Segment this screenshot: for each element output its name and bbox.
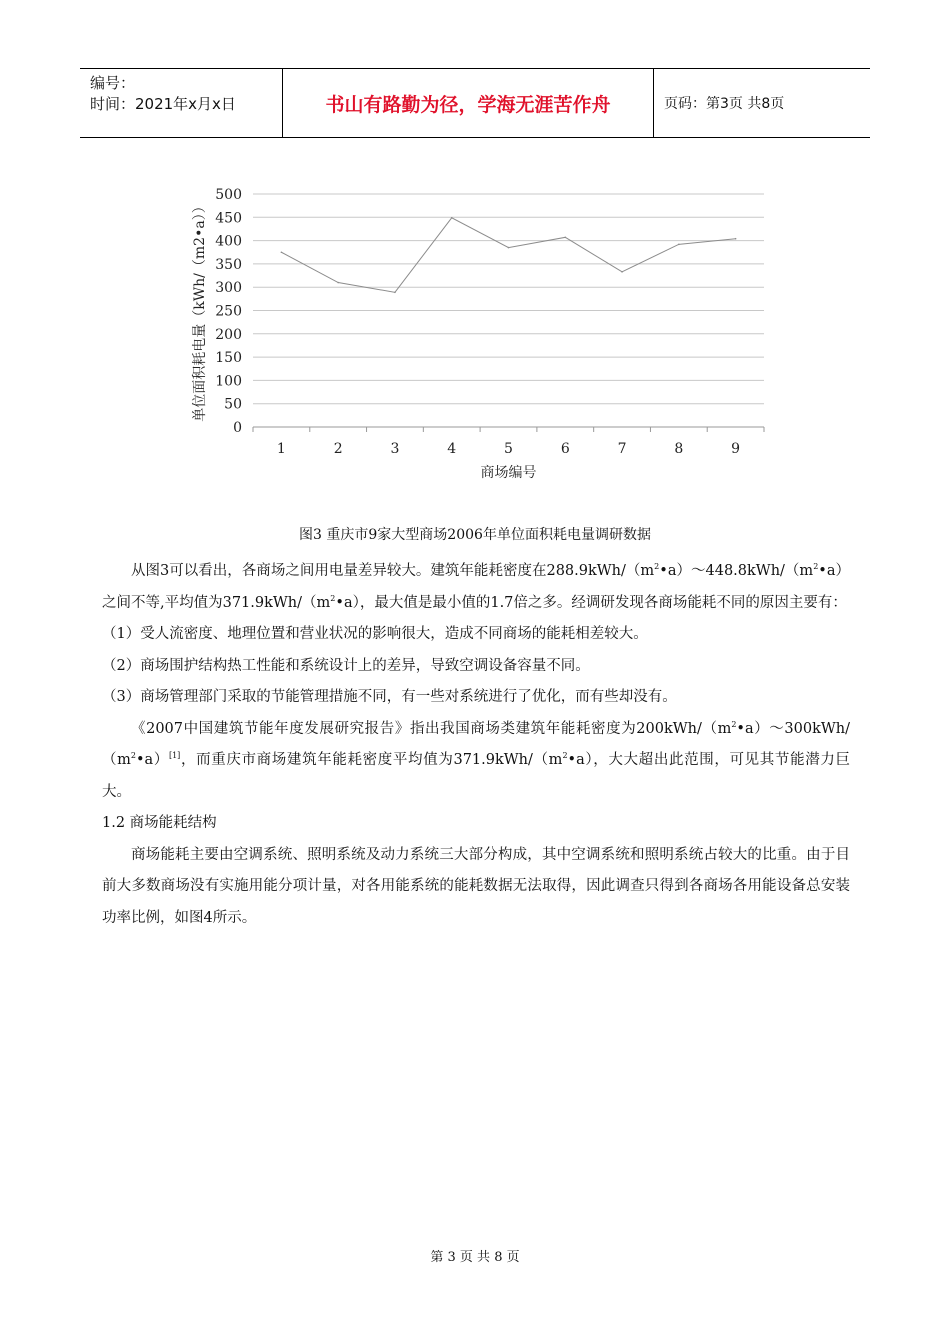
data-point <box>564 237 566 239</box>
page-header <box>80 68 870 138</box>
data-point <box>621 271 623 273</box>
x-tick-label: 3 <box>390 441 400 457</box>
text-segment: •a）～448.8kWh/（m <box>659 563 814 579</box>
y-tick-label: 50 <box>224 396 242 413</box>
data-point <box>337 282 339 284</box>
data-point <box>508 247 510 249</box>
y-axis-label: 单位面积耗电量（kWh/（m2•a）） <box>192 199 208 422</box>
y-tick-label: 200 <box>215 326 242 343</box>
y-tick-label: 250 <box>215 303 242 320</box>
superscript: 2 <box>562 751 568 761</box>
x-tick-label: 6 <box>560 441 570 457</box>
figure-caption: 图3 重庆市9家大型商场2006年单位面积耗电量调研数据 <box>299 527 651 543</box>
document-code-label: 编号： <box>90 74 136 92</box>
line-chart <box>180 178 780 488</box>
y-tick-label: 0 <box>233 420 242 436</box>
page-footer: 第 3 页 共 8 页 <box>430 1250 520 1265</box>
y-tick-label: 500 <box>215 187 242 203</box>
x-tick-label: 2 <box>333 441 343 457</box>
y-tick-label: 450 <box>215 210 242 227</box>
data-point <box>451 217 453 219</box>
data-point <box>735 238 737 240</box>
paragraph-analysis <box>102 556 850 619</box>
document-time-label: 时间：2021年x月x日 <box>90 95 236 113</box>
text-segment: 从图3可以看出，各商场之间用电量差异较大。建筑年能耗密度在288.9kWh/（m <box>131 563 655 579</box>
y-tick-label: 350 <box>215 256 242 273</box>
x-tick-label: 7 <box>617 441 627 457</box>
data-point <box>281 251 283 253</box>
x-tick-label: 4 <box>447 441 457 457</box>
paragraph-structure: 商场能耗主要由空调系统、照明系统及动力系统三大部分构成，其中空调系统和照明系统占较大的比重。由于目前大多数商场没有实施用能分项计量，对各用能系统的能耗数据无法取得，因此调查只得到各商场各用能设备总安装功率比例，如图4所示。 <box>102 846 850 926</box>
superscript: 2 <box>813 562 819 572</box>
x-tick-label: 8 <box>674 441 684 457</box>
text-segment: •a）之间不等,平均值为371.9kWh/（m <box>102 563 850 611</box>
list-item-2: （2）商场围护结构热工性能和系统设计上的差异，导致空调设备容量不同。 <box>102 657 590 674</box>
text-segment: ，而重庆市商场建筑年能耗密度平均值为371.9kWh/（m <box>180 752 563 768</box>
x-tick-label: 5 <box>504 441 513 457</box>
reference-marker: [1] <box>168 751 181 761</box>
text-segment: •a），大大超出此范围，可见其节能潜力巨大。 <box>102 752 850 800</box>
data-point <box>678 244 680 246</box>
section-heading: 1.2 商场能耗结构 <box>102 815 217 831</box>
series-line <box>281 218 735 293</box>
superscript: 2 <box>130 751 136 761</box>
x-axis-label: 商场编号 <box>480 465 537 481</box>
header-info <box>80 69 282 137</box>
text-segment: •a），最大值是最小值的1.7倍之多。经调研发现各商场能耗不同的原因主要有： <box>335 594 847 611</box>
header-page-number: 页码：第3页 共8页 <box>664 96 785 112</box>
data-point <box>394 292 396 294</box>
y-tick-label: 300 <box>215 280 242 297</box>
list-item-3: （3）商场管理部门采取的节能管理措施不同，有一些对系统进行了优化，而有些却没有。 <box>102 689 677 705</box>
y-tick-label: 400 <box>215 233 242 250</box>
text-segment: •a） <box>135 752 169 768</box>
superscript: 2 <box>731 719 737 729</box>
superscript: 2 <box>330 593 336 603</box>
x-tick-label: 1 <box>276 441 286 457</box>
y-tick-label: 150 <box>215 350 242 367</box>
superscript: 2 <box>654 562 660 572</box>
paragraph-report <box>102 714 850 809</box>
text-segment: •a）～300kWh/（m <box>102 720 850 768</box>
body-text <box>102 556 850 934</box>
text-segment: 《2007中国建筑节能年度发展研究报告》指出我国商场类建筑年能耗密度为200kWh/（m <box>131 720 732 737</box>
header-motto: 书山有路勤为径，学海无涯苦作舟 <box>282 69 654 137</box>
list-item-1: （1）受人流密度、地理位置和营业状况的影响很大，造成不同商场的能耗相差较大。 <box>102 626 648 642</box>
y-tick-label: 100 <box>215 373 242 390</box>
x-tick-label: 9 <box>731 441 741 457</box>
